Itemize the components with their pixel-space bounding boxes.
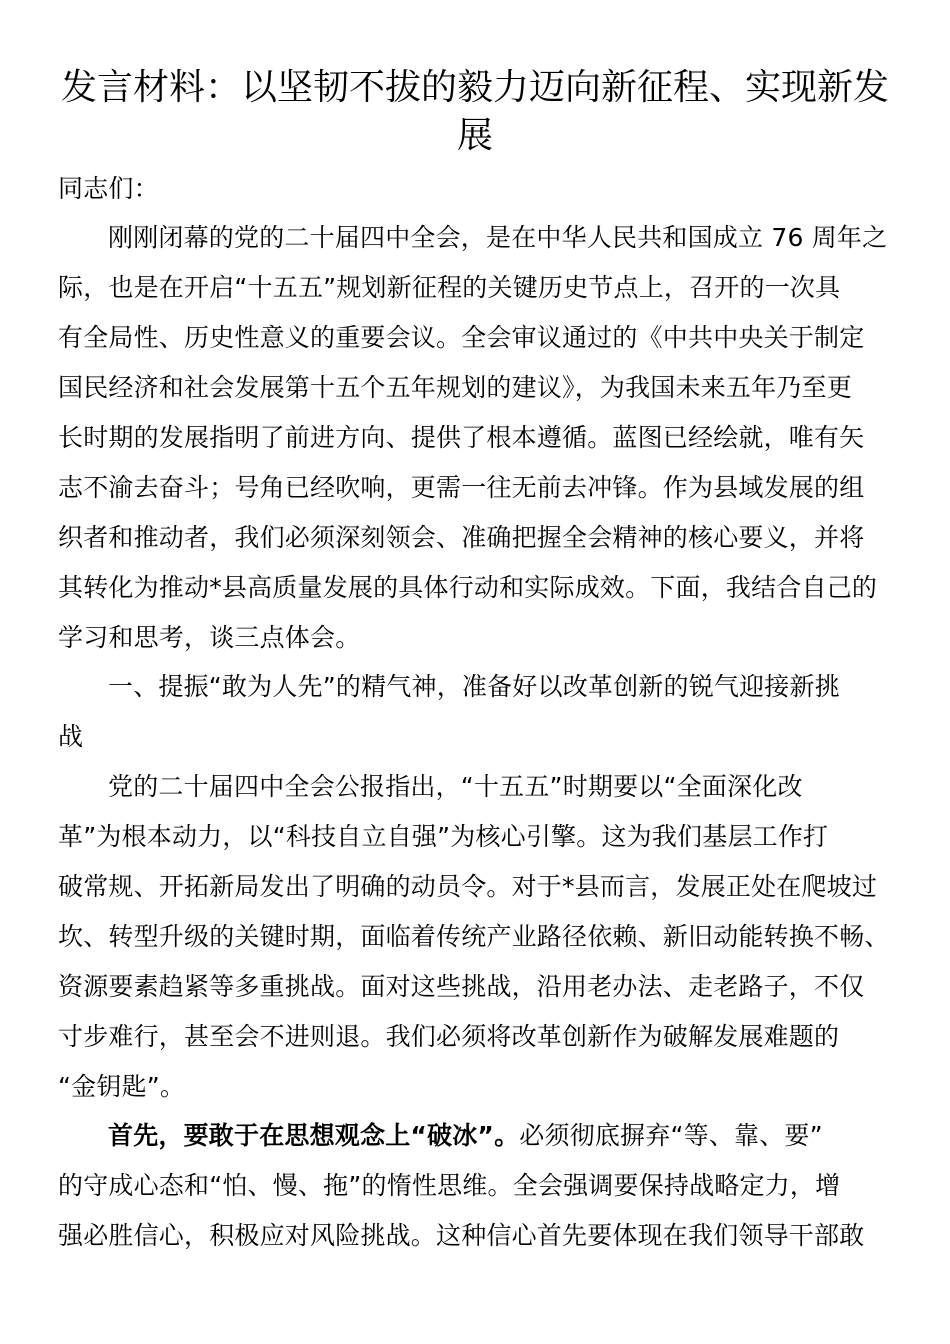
section-heading-1-line-1: 一、提振“敢为人先”的精气神，准备好以改革创新的锐气迎接新挑 — [108, 672, 840, 701]
paragraph-3-line-3: 破常规、开拓新局发出了明确的动员令。对于*县而言，发展正处在爬坡过 — [58, 872, 878, 901]
paragraph-1-line-7: 织者和推动者，我们必须深刻领会、准确把握全会精神的核心要义，并将 — [58, 523, 865, 552]
paragraph-4-line-2: 的守成心态和“怕、慢、拖”的惰性思维。全会强调要保持战略定力，增 — [58, 1171, 841, 1200]
paragraph-3-line-1: 党的二十届四中全会公报指出，“十五五”时期要以“全面深化改 — [108, 772, 803, 801]
paragraph-1-line-3: 有全局性、历史性意义的重要会议。全会审议通过的《中共中央关于制定 — [58, 323, 865, 352]
paragraph-4-line-1-text: 必须彻底摒弃“等、靠、要” — [519, 1121, 823, 1150]
paragraph-4-line-3: 强必胜信心，积极应对风险挑战。这种信心首先要体现在我们领导干部敢 — [58, 1221, 865, 1250]
paragraph-3-line-6: 寸步难行，甚至会不进则退。我们必须将改革创新作为破解发展难题的 — [58, 1022, 840, 1051]
title-line-2: 展 — [456, 115, 493, 156]
paragraph-1-line-4: 国民经济和社会发展第十五个五年规划的建议》，为我国未来五年乃至更 — [58, 373, 852, 402]
document-title — [58, 64, 892, 160]
title-line-1: 发言材料：以坚韧不拔的毅力迈向新征程、实现新发 — [60, 67, 889, 108]
paragraph-1-line-9: 学习和思考，谈三点体会。 — [58, 623, 361, 652]
paragraph-3-line-2: 革”为根本动力，以“科技自立自强”为核心引擎。这为我们基层工作打 — [58, 822, 829, 851]
paragraph-1-line-6: 志不渝去奋斗；号角已经吹响，更需一往无前去冲锋。作为县域发展的组 — [58, 473, 865, 502]
paragraph-3-line-5: 资源要素趋紧等多重挑战。面对这些挑战，沿用老办法、走老路子，不仅 — [58, 972, 865, 1001]
paragraph-3-line-4: 坎、转型升级的关键时期，面临着传统产业路径依赖、新旧动能转换不畅、 — [58, 922, 890, 951]
paragraph-1-line-1: 刚刚闭幕的党的二十届四中全会，是在中华人民共和国成立 76 周年之 — [108, 223, 888, 252]
paragraph-1-line-5: 长时期的发展指明了前进方向、提供了根本遵循。蓝图已经绘就，唯有矢 — [58, 423, 865, 452]
section-heading-1-line-2: 战 — [58, 722, 84, 751]
paragraph-4-bold-lead: 首先，要敢于在思想观念上“破冰”。 — [108, 1121, 520, 1150]
paragraph-4-line-1 — [108, 1120, 823, 1152]
salutation: 同志们： — [58, 174, 159, 203]
paragraph-1-line-2: 际，也是在开启“十五五”规划新征程的关键历史节点上，召开的一次具 — [58, 273, 841, 302]
paragraph-1-line-8: 其转化为推动*县高质量发展的具体行动和实际成效。下面，我结合自己的 — [58, 573, 878, 602]
paragraph-3-line-7: “金钥匙”。 — [58, 1072, 186, 1101]
